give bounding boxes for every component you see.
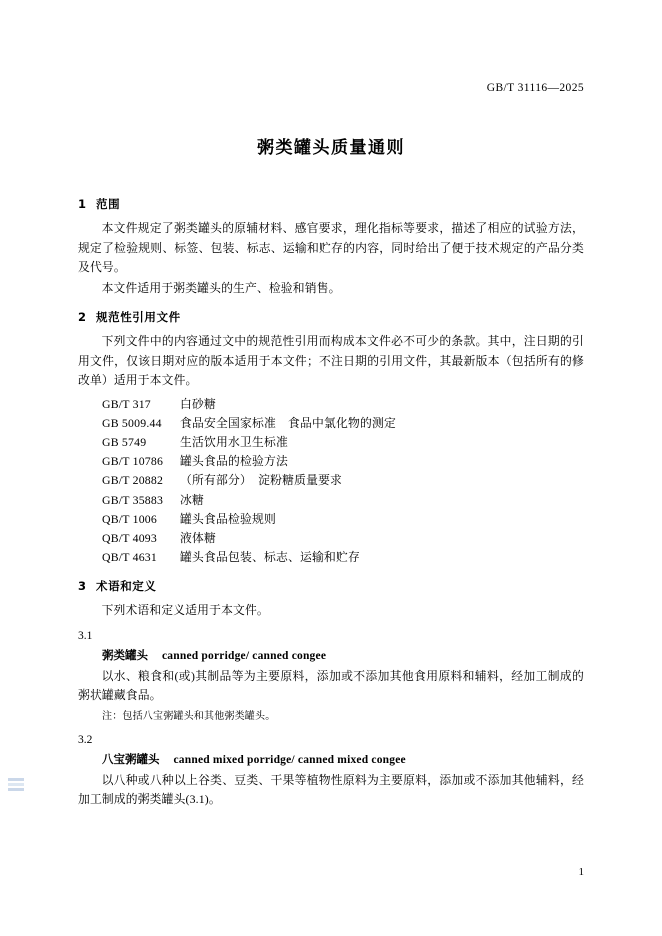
section-number-1: 1 [78,197,87,211]
reference-code: GB/T 20882 [102,473,164,488]
term-name-cn: 八宝粥罐头 [102,751,160,766]
section-2-paragraph-1: 下列文件中的内容通过文中的规范性引用而构成本文件必不可少的条款。其中，注日期的引用文件，仅该日期对应的版本适用于本文件；不注日期的引用文件，其最新版本（包括所有的修改单）适用于本文件。 [78,334,584,387]
section-title-2: 规范性引用文件 [96,310,181,324]
list-item [102,471,584,490]
list-item [102,548,584,567]
list-item [102,529,584,548]
section-1-paragraph-1: 本文件规定了粥类罐头的原辅材料、感官要求，理化指标等要求，描述了相应的试验方法，规定了检验规则、标签、包装、标志、运输和贮存的内容，同时给出了便于技术规定的产品分类及代号。 [78,221,584,274]
list-item [102,414,584,433]
list-item [102,491,584,510]
clause-number-3-1: 3.1 [78,629,93,642]
list-item [102,433,584,452]
reference-code: GB/T 317 [102,396,151,411]
term-name-en: canned porridge/ canned congee [162,649,327,662]
term-name-cn: 粥类罐头 [102,647,148,662]
reference-title: 食品安全国家标准 食品中氯化物的测定 [180,415,396,430]
section-number-2: 2 [78,310,87,324]
watermark-icon [8,778,24,792]
section-number-3: 3 [78,579,87,594]
clause-number-3-2: 3.2 [78,733,93,746]
list-item [102,452,584,471]
reference-code: GB 5749 [102,434,147,449]
reference-code: QB/T 4631 [102,550,158,565]
reference-title: （所有部分） 淀粉糖质量要求 [180,473,343,488]
reference-title: 冰糖 [180,492,204,507]
term-definition-3-1: 以水、粮食和(或)其制品等为主要原料，添加或不添加其他食用原料和辅料，经加工制成的粥状罐藏食品。 [78,668,584,703]
reference-title: 生活饮用水卫生标准 [180,434,288,449]
section-title-3: 术语和定义 [96,579,157,594]
section-heading-2 [78,309,584,325]
term-definition-3-2: 以八种或八种以上谷类、豆类、干果等植物性原料为主要原料，添加或不添加其他辅料，经加工制成的粥类罐头(3.1)。 [78,772,584,807]
normative-references-list [78,395,584,568]
term-entry-3-2 [102,750,584,769]
reference-title: 罐头食品检验规则 [180,511,276,526]
term-name-en: canned mixed porridge/ canned mixed congee [173,753,406,766]
section-1-paragraph-2: 本文件适用于粥类罐头的生产、检验和销售。 [101,280,341,295]
page-number: 1 [578,866,584,878]
reference-code: GB/T 10786 [102,454,164,469]
reference-title: 液体糖 [180,530,216,545]
reference-code: GB 5009.44 [102,415,162,430]
reference-title: 罐头食品的检验方法 [180,454,288,469]
reference-code: GB/T 35883 [102,492,164,507]
section-heading-3 [78,578,584,594]
reference-title: 白砂糖 [180,396,216,411]
list-item [102,395,584,414]
standard-number-header: GB/T 31116—2025 [486,82,584,94]
document-body [78,185,584,811]
term-note-3-1: 注：包括八宝粥罐头和其他粥类罐头。 [102,710,276,722]
section-title-1: 范围 [96,197,121,211]
term-entry-3-1 [102,646,584,665]
section-heading-1 [78,196,584,212]
section-3-paragraph-1: 下列术语和定义适用于本文件。 [101,603,269,618]
reference-title: 罐头食品包装、标志、运输和贮存 [180,550,360,565]
reference-code: QB/T 4093 [102,530,158,545]
list-item [102,510,584,529]
reference-code: QB/T 1006 [102,511,158,526]
page-title: 粥类罐头质量通则 [257,138,405,158]
